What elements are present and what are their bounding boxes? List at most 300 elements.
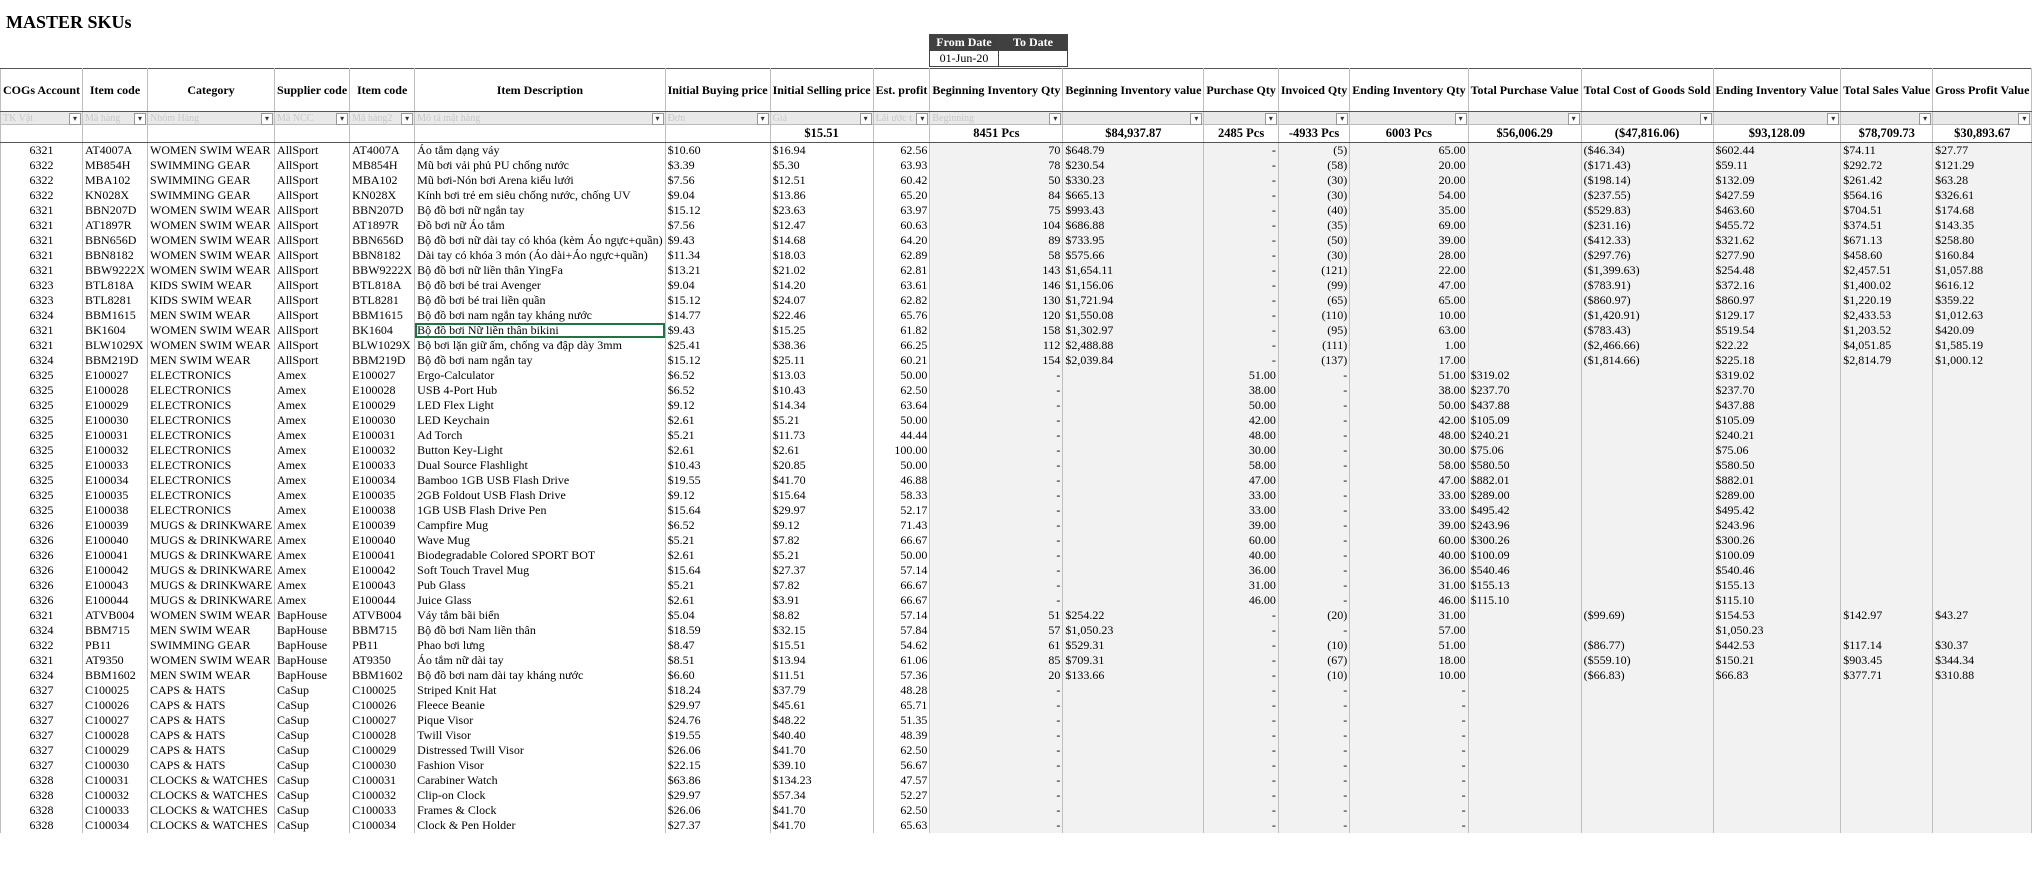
table-cell[interactable]: $16.94 <box>770 143 873 159</box>
table-cell[interactable]: 6325 <box>1 398 83 413</box>
table-cell[interactable]: ($860.97) <box>1581 293 1713 308</box>
table-cell[interactable]: $602.44 <box>1713 143 1841 159</box>
table-cell[interactable]: (10) <box>1278 638 1349 653</box>
column-header[interactable]: Beginning Inventory Qty <box>930 69 1063 112</box>
table-cell[interactable]: MBA102 <box>350 173 415 188</box>
table-cell[interactable]: $1,000.12 <box>1933 353 2032 368</box>
table-cell[interactable] <box>1581 383 1713 398</box>
table-cell[interactable]: Frames & Clock <box>415 803 665 818</box>
table-cell[interactable]: - <box>1278 458 1349 473</box>
table-cell[interactable]: 62.89 <box>873 248 930 263</box>
table-cell[interactable]: MUGS & DRINKWARE <box>148 563 275 578</box>
table-cell[interactable]: $5.30 <box>770 158 873 173</box>
table-cell[interactable]: $326.61 <box>1933 188 2032 203</box>
table-cell[interactable]: SWIMMING GEAR <box>148 188 275 203</box>
total-initial-selling-price[interactable]: $15.51 <box>770 125 873 143</box>
table-cell[interactable] <box>1933 713 2032 728</box>
table-cell[interactable]: $495.42 <box>1468 503 1581 518</box>
table-cell[interactable]: - <box>1204 218 1278 233</box>
table-cell[interactable]: BBN8182 <box>350 248 415 263</box>
column-header[interactable]: Est. profit <box>873 69 930 112</box>
table-cell[interactable]: CLOCKS & WATCHES <box>148 788 275 803</box>
table-cell[interactable]: $1,057.88 <box>1933 263 2032 278</box>
table-cell[interactable]: 46.00 <box>1204 593 1278 608</box>
table-cell[interactable]: $9.43 <box>665 323 770 338</box>
table-cell[interactable]: BK1604 <box>83 323 148 338</box>
table-cell[interactable]: 6326 <box>1 533 83 548</box>
table-cell[interactable]: $6.60 <box>665 668 770 683</box>
table-cell[interactable]: 31.00 <box>1350 608 1468 623</box>
table-cell[interactable]: 158 <box>930 323 1063 338</box>
table-cell[interactable] <box>1933 563 2032 578</box>
table-cell[interactable]: - <box>1278 398 1349 413</box>
table-cell[interactable]: (121) <box>1278 263 1349 278</box>
table-cell[interactable]: $540.46 <box>1713 563 1841 578</box>
table-cell[interactable]: ($237.55) <box>1581 188 1713 203</box>
table-cell[interactable]: $29.97 <box>770 503 873 518</box>
table-cell[interactable]: $5.21 <box>665 578 770 593</box>
table-cell[interactable]: Váy tắm bãi biển <box>415 608 665 623</box>
column-header[interactable]: Total Cost of Goods Sold <box>1581 69 1713 112</box>
table-cell[interactable]: - <box>1204 248 1278 263</box>
table-cell[interactable]: 6321 <box>1 248 83 263</box>
table-cell[interactable]: (50) <box>1278 233 1349 248</box>
table-cell[interactable]: BBM1602 <box>83 668 148 683</box>
table-cell[interactable] <box>1468 158 1581 173</box>
table-cell[interactable]: $860.97 <box>1713 293 1841 308</box>
table-cell[interactable] <box>1933 473 2032 488</box>
table-cell[interactable]: 100.00 <box>873 443 930 458</box>
table-cell[interactable]: - <box>1204 683 1278 698</box>
table-cell[interactable]: - <box>1204 323 1278 338</box>
table-cell[interactable]: - <box>930 413 1063 428</box>
table-cell[interactable]: Clip-on Clock <box>415 788 665 803</box>
table-cell[interactable] <box>1468 143 1581 159</box>
filter-dropdown-icon[interactable]: ▾ <box>1568 113 1580 125</box>
table-cell[interactable]: Bộ đồ bơi nam ngắn tay <box>415 353 665 368</box>
table-cell[interactable]: - <box>1204 308 1278 323</box>
table-cell[interactable]: KN028X <box>83 188 148 203</box>
table-cell[interactable]: BTL818A <box>350 278 415 293</box>
table-cell[interactable]: 6321 <box>1 338 83 353</box>
table-cell[interactable]: $1,220.19 <box>1841 293 1933 308</box>
table-cell[interactable]: $19.55 <box>665 473 770 488</box>
table-cell[interactable] <box>1713 758 1841 773</box>
table-cell[interactable]: $1,050.23 <box>1063 623 1204 638</box>
table-cell[interactable]: 50 <box>930 173 1063 188</box>
table-cell[interactable]: $240.21 <box>1468 428 1581 443</box>
table-cell[interactable]: $254.48 <box>1713 263 1841 278</box>
table-cell[interactable] <box>1581 728 1713 743</box>
table-cell[interactable]: 6321 <box>1 608 83 623</box>
table-cell[interactable]: ($231.16) <box>1581 218 1713 233</box>
table-cell[interactable]: 6326 <box>1 563 83 578</box>
table-cell[interactable] <box>1468 638 1581 653</box>
table-cell[interactable]: 42.00 <box>1350 413 1468 428</box>
table-cell[interactable]: CaSup <box>275 698 350 713</box>
table-cell[interactable]: 63.64 <box>873 398 930 413</box>
table-cell[interactable]: AT1897R <box>350 218 415 233</box>
table-cell[interactable]: CAPS & HATS <box>148 728 275 743</box>
table-cell[interactable]: 6321 <box>1 653 83 668</box>
table-cell[interactable]: 6321 <box>1 203 83 218</box>
table-cell[interactable]: $14.20 <box>770 278 873 293</box>
table-cell[interactable]: $39.10 <box>770 758 873 773</box>
column-header[interactable]: COGs Account <box>1 69 83 112</box>
table-cell[interactable]: - <box>930 548 1063 563</box>
table-cell[interactable]: $63.28 <box>1933 173 2032 188</box>
total-purchase-value[interactable]: $56,006.29 <box>1468 125 1581 143</box>
column-header[interactable]: Item code <box>83 69 148 112</box>
table-cell[interactable]: - <box>1350 803 1468 818</box>
table-cell[interactable]: AllSport <box>275 158 350 173</box>
table-cell[interactable]: 39.00 <box>1350 233 1468 248</box>
table-cell[interactable]: - <box>1204 278 1278 293</box>
table-cell[interactable]: KIDS SWIM WEAR <box>148 278 275 293</box>
table-cell[interactable]: MB854H <box>350 158 415 173</box>
table-cell[interactable] <box>1063 398 1204 413</box>
table-cell[interactable]: - <box>1204 788 1278 803</box>
table-cell[interactable]: 6325 <box>1 428 83 443</box>
table-cell[interactable]: - <box>930 383 1063 398</box>
table-cell[interactable]: C100029 <box>350 743 415 758</box>
table-cell[interactable]: - <box>1278 383 1349 398</box>
table-cell[interactable]: 69.00 <box>1350 218 1468 233</box>
table-cell[interactable]: $1,400.02 <box>1841 278 1933 293</box>
table-cell[interactable]: E100027 <box>83 368 148 383</box>
table-cell[interactable]: $5.21 <box>770 413 873 428</box>
table-cell[interactable]: ($1,420.91) <box>1581 308 1713 323</box>
total-beginning-qty[interactable]: 8451 Pcs <box>930 125 1063 143</box>
table-cell[interactable]: 65.20 <box>873 188 930 203</box>
table-cell[interactable] <box>1468 323 1581 338</box>
table-cell[interactable]: - <box>930 593 1063 608</box>
table-cell[interactable]: $24.76 <box>665 713 770 728</box>
table-cell[interactable]: - <box>930 728 1063 743</box>
table-cell[interactable]: $15.25 <box>770 323 873 338</box>
table-cell[interactable] <box>1468 218 1581 233</box>
table-cell[interactable]: (137) <box>1278 353 1349 368</box>
table-cell[interactable]: $437.88 <box>1713 398 1841 413</box>
table-cell[interactable]: 48.39 <box>873 728 930 743</box>
table-cell[interactable]: MUGS & DRINKWARE <box>148 548 275 563</box>
table-cell[interactable] <box>1713 698 1841 713</box>
table-cell[interactable]: 6324 <box>1 308 83 323</box>
table-cell[interactable]: Áo tắm nữ dài tay <box>415 653 665 668</box>
table-cell[interactable]: BBM219D <box>350 353 415 368</box>
filter-dropdown-icon[interactable]: ▾ <box>1455 113 1467 125</box>
table-cell[interactable]: 6323 <box>1 278 83 293</box>
table-cell[interactable]: KIDS SWIM WEAR <box>148 293 275 308</box>
table-cell[interactable] <box>1933 773 2032 788</box>
table-cell[interactable]: $442.53 <box>1713 638 1841 653</box>
table-cell[interactable]: $289.00 <box>1468 488 1581 503</box>
table-cell[interactable]: - <box>1278 548 1349 563</box>
table-cell[interactable] <box>1841 818 1933 833</box>
table-cell[interactable]: BBM1602 <box>350 668 415 683</box>
table-cell[interactable]: 6327 <box>1 683 83 698</box>
table-cell[interactable]: Fleece Beanie <box>415 698 665 713</box>
to-date-cell[interactable] <box>999 51 1068 67</box>
table-cell[interactable]: AT4007A <box>83 143 148 159</box>
table-cell[interactable]: AllSport <box>275 308 350 323</box>
table-cell[interactable]: $437.88 <box>1468 398 1581 413</box>
table-cell[interactable] <box>1468 818 1581 833</box>
table-cell[interactable]: $66.83 <box>1713 668 1841 683</box>
table-cell[interactable]: - <box>930 398 1063 413</box>
table-cell[interactable]: 75 <box>930 203 1063 218</box>
table-cell[interactable]: (99) <box>1278 278 1349 293</box>
column-header[interactable]: Total Purchase Value <box>1468 69 1581 112</box>
table-cell[interactable] <box>1468 248 1581 263</box>
table-cell[interactable]: - <box>1204 773 1278 788</box>
table-cell[interactable]: ($66.83) <box>1581 668 1713 683</box>
table-cell[interactable]: - <box>930 518 1063 533</box>
table-cell[interactable]: C100029 <box>83 743 148 758</box>
table-cell[interactable]: $27.37 <box>665 818 770 833</box>
table-cell[interactable]: $2.61 <box>665 443 770 458</box>
table-cell[interactable]: 30.00 <box>1350 443 1468 458</box>
table-cell[interactable]: $27.37 <box>770 563 873 578</box>
table-cell[interactable]: $9.12 <box>665 488 770 503</box>
table-cell[interactable]: 28.00 <box>1350 248 1468 263</box>
filter-dropdown-icon[interactable]: ▾ <box>336 113 348 125</box>
table-cell[interactable]: C100031 <box>350 773 415 788</box>
table-cell[interactable]: $13.94 <box>770 653 873 668</box>
filter-dropdown-icon[interactable]: ▾ <box>757 113 769 125</box>
table-cell[interactable]: CAPS & HATS <box>148 698 275 713</box>
table-cell[interactable]: - <box>1278 473 1349 488</box>
table-cell[interactable]: - <box>1204 263 1278 278</box>
table-cell[interactable]: Striped Knit Hat <box>415 683 665 698</box>
table-cell[interactable]: $10.60 <box>665 143 770 159</box>
table-cell[interactable]: 60.63 <box>873 218 930 233</box>
table-cell[interactable]: $38.36 <box>770 338 873 353</box>
table-cell[interactable]: 48.00 <box>1350 428 1468 443</box>
table-cell[interactable]: $882.01 <box>1468 473 1581 488</box>
table-cell[interactable] <box>1841 758 1933 773</box>
table-cell[interactable]: ($86.77) <box>1581 638 1713 653</box>
table-cell[interactable]: - <box>1204 623 1278 638</box>
table-cell[interactable]: $121.29 <box>1933 158 2032 173</box>
table-cell[interactable] <box>1933 728 2032 743</box>
table-cell[interactable]: C100026 <box>83 698 148 713</box>
table-cell[interactable]: PB11 <box>350 638 415 653</box>
table-cell[interactable]: 52.17 <box>873 503 930 518</box>
table-cell[interactable]: 146 <box>930 278 1063 293</box>
table-cell[interactable]: (30) <box>1278 188 1349 203</box>
table-cell[interactable]: USB 4-Port Hub <box>415 383 665 398</box>
table-cell[interactable]: E100041 <box>83 548 148 563</box>
column-header[interactable]: Supplier code <box>275 69 350 112</box>
table-cell[interactable]: 1.00 <box>1350 338 1468 353</box>
table-cell[interactable] <box>1468 743 1581 758</box>
table-cell[interactable]: 50.00 <box>873 458 930 473</box>
table-cell[interactable]: E100029 <box>350 398 415 413</box>
table-cell[interactable]: (110) <box>1278 308 1349 323</box>
table-cell[interactable] <box>1581 788 1713 803</box>
table-cell[interactable]: $564.16 <box>1841 188 1933 203</box>
table-cell[interactable]: C100034 <box>350 818 415 833</box>
table-cell[interactable] <box>1581 698 1713 713</box>
table-cell[interactable]: AllSport <box>275 203 350 218</box>
table-cell[interactable]: 54.00 <box>1350 188 1468 203</box>
table-cell[interactable]: WOMEN SWIM WEAR <box>148 653 275 668</box>
table-cell[interactable]: $319.02 <box>1713 368 1841 383</box>
table-cell[interactable]: C100034 <box>83 818 148 833</box>
table-cell[interactable]: $2,039.84 <box>1063 353 1204 368</box>
table-cell[interactable]: BBW9222X <box>83 263 148 278</box>
table-cell[interactable]: $686.88 <box>1063 218 1204 233</box>
table-cell[interactable]: - <box>1204 803 1278 818</box>
table-cell[interactable]: 44.44 <box>873 428 930 443</box>
table-cell[interactable] <box>1841 548 1933 563</box>
table-cell[interactable]: E100031 <box>350 428 415 443</box>
table-cell[interactable]: Campfire Mug <box>415 518 665 533</box>
table-cell[interactable]: CLOCKS & WATCHES <box>148 803 275 818</box>
table-cell[interactable]: - <box>1204 653 1278 668</box>
table-cell[interactable]: $5.21 <box>770 548 873 563</box>
from-date-cell[interactable]: 01-Jun-20 <box>930 51 999 67</box>
table-cell[interactable]: Áo tắm dạng váy <box>415 143 665 159</box>
table-cell[interactable] <box>1841 443 1933 458</box>
table-cell[interactable]: C100028 <box>83 728 148 743</box>
table-cell[interactable] <box>1841 578 1933 593</box>
table-cell[interactable]: - <box>930 698 1063 713</box>
table-cell[interactable]: BTL8281 <box>350 293 415 308</box>
table-cell[interactable] <box>1933 698 2032 713</box>
table-cell[interactable]: 6326 <box>1 518 83 533</box>
table-cell[interactable] <box>1841 368 1933 383</box>
table-cell[interactable]: 63.61 <box>873 278 930 293</box>
table-cell[interactable]: - <box>1350 758 1468 773</box>
table-cell[interactable]: E100044 <box>83 593 148 608</box>
table-cell[interactable]: Đồ bơi nữ Áo tắm <box>415 218 665 233</box>
table-cell[interactable]: 51.00 <box>1350 368 1468 383</box>
table-cell[interactable] <box>1713 728 1841 743</box>
table-cell[interactable]: CaSup <box>275 743 350 758</box>
table-cell[interactable]: $237.70 <box>1713 383 1841 398</box>
table-cell[interactable]: Amex <box>275 368 350 383</box>
table-cell[interactable] <box>1063 788 1204 803</box>
table-cell[interactable]: - <box>1278 443 1349 458</box>
table-cell[interactable] <box>1063 563 1204 578</box>
total-cogs[interactable]: ($47,816.06) <box>1581 125 1713 143</box>
table-cell[interactable]: Bamboo 1GB USB Flash Drive <box>415 473 665 488</box>
table-cell[interactable]: $4,051.85 <box>1841 338 1933 353</box>
table-cell[interactable] <box>1063 518 1204 533</box>
table-cell[interactable]: ELECTRONICS <box>148 503 275 518</box>
table-cell[interactable]: - <box>1204 353 1278 368</box>
table-cell[interactable]: - <box>1204 338 1278 353</box>
table-cell[interactable]: $519.54 <box>1713 323 1841 338</box>
filter-dropdown-icon[interactable]: ▾ <box>1827 113 1839 125</box>
table-cell[interactable]: E100030 <box>83 413 148 428</box>
table-cell[interactable]: $22.46 <box>770 308 873 323</box>
table-cell[interactable]: $2.61 <box>665 548 770 563</box>
table-cell[interactable]: 120 <box>930 308 1063 323</box>
table-cell[interactable]: $300.26 <box>1468 533 1581 548</box>
table-cell[interactable] <box>1933 413 2032 428</box>
table-cell[interactable] <box>1841 458 1933 473</box>
table-cell[interactable]: $377.71 <box>1841 668 1933 683</box>
table-cell[interactable]: AllSport <box>275 278 350 293</box>
table-cell[interactable]: MUGS & DRINKWARE <box>148 578 275 593</box>
table-cell[interactable]: 57.84 <box>873 623 930 638</box>
table-cell[interactable]: $22.15 <box>665 758 770 773</box>
table-cell[interactable]: Distressed Twill Visor <box>415 743 665 758</box>
table-cell[interactable] <box>1713 713 1841 728</box>
table-cell[interactable]: 112 <box>930 338 1063 353</box>
table-cell[interactable]: $43.27 <box>1933 608 2032 623</box>
table-cell[interactable]: $671.13 <box>1841 233 1933 248</box>
table-cell[interactable]: 154 <box>930 353 1063 368</box>
table-cell[interactable]: Bộ đồ bơi nam ngắn tay kháng nước <box>415 308 665 323</box>
table-cell[interactable]: - <box>1278 368 1349 383</box>
table-cell[interactable]: Carabiner Watch <box>415 773 665 788</box>
table-cell[interactable]: $160.84 <box>1933 248 2032 263</box>
table-cell[interactable] <box>1063 443 1204 458</box>
table-cell[interactable]: $733.95 <box>1063 233 1204 248</box>
table-cell[interactable]: 84 <box>930 188 1063 203</box>
table-cell[interactable]: 58 <box>930 248 1063 263</box>
total-purchase-qty[interactable]: 2485 Pcs <box>1204 125 1278 143</box>
table-cell[interactable]: 20 <box>930 668 1063 683</box>
table-cell[interactable]: $32.15 <box>770 623 873 638</box>
table-cell[interactable]: - <box>1278 563 1349 578</box>
filter-dropdown-icon[interactable]: ▾ <box>1049 113 1061 125</box>
table-cell[interactable]: - <box>1278 788 1349 803</box>
table-cell[interactable]: - <box>1350 728 1468 743</box>
table-cell[interactable]: 6321 <box>1 218 83 233</box>
table-cell[interactable]: $254.22 <box>1063 608 1204 623</box>
table-cell[interactable]: 6328 <box>1 773 83 788</box>
table-cell[interactable] <box>1933 788 2032 803</box>
table-cell[interactable] <box>1841 788 1933 803</box>
filter-dropdown-icon[interactable]: ▾ <box>916 113 928 125</box>
table-cell[interactable]: - <box>1204 698 1278 713</box>
table-cell[interactable]: E100034 <box>350 473 415 488</box>
table-cell[interactable]: - <box>1278 593 1349 608</box>
table-cell[interactable]: Button Key-Light <box>415 443 665 458</box>
table-cell[interactable] <box>1063 713 1204 728</box>
filter-dropdown-icon[interactable]: ▾ <box>69 113 81 125</box>
table-cell[interactable]: - <box>930 683 1063 698</box>
table-cell[interactable]: 6327 <box>1 698 83 713</box>
table-cell[interactable]: $29.97 <box>665 788 770 803</box>
table-cell[interactable] <box>1063 743 1204 758</box>
table-cell[interactable]: E100035 <box>83 488 148 503</box>
table-cell[interactable]: $2.61 <box>770 443 873 458</box>
table-cell[interactable] <box>1063 698 1204 713</box>
table-cell[interactable]: $3.39 <box>665 158 770 173</box>
table-cell[interactable]: $15.64 <box>770 488 873 503</box>
table-cell[interactable]: C100025 <box>350 683 415 698</box>
table-cell[interactable] <box>1841 803 1933 818</box>
table-cell[interactable]: - <box>930 758 1063 773</box>
table-cell[interactable]: $1,654.11 <box>1063 263 1204 278</box>
table-cell[interactable]: - <box>930 443 1063 458</box>
table-cell[interactable]: E100043 <box>350 578 415 593</box>
table-cell[interactable]: 65.71 <box>873 698 930 713</box>
table-cell[interactable]: $174.68 <box>1933 203 2032 218</box>
table-cell[interactable]: $29.97 <box>665 698 770 713</box>
table-cell[interactable]: BapHouse <box>275 638 350 653</box>
table-cell[interactable]: CaSup <box>275 773 350 788</box>
table-cell[interactable]: PB11 <box>83 638 148 653</box>
table-cell[interactable]: $75.06 <box>1468 443 1581 458</box>
table-cell[interactable]: 48.28 <box>873 683 930 698</box>
